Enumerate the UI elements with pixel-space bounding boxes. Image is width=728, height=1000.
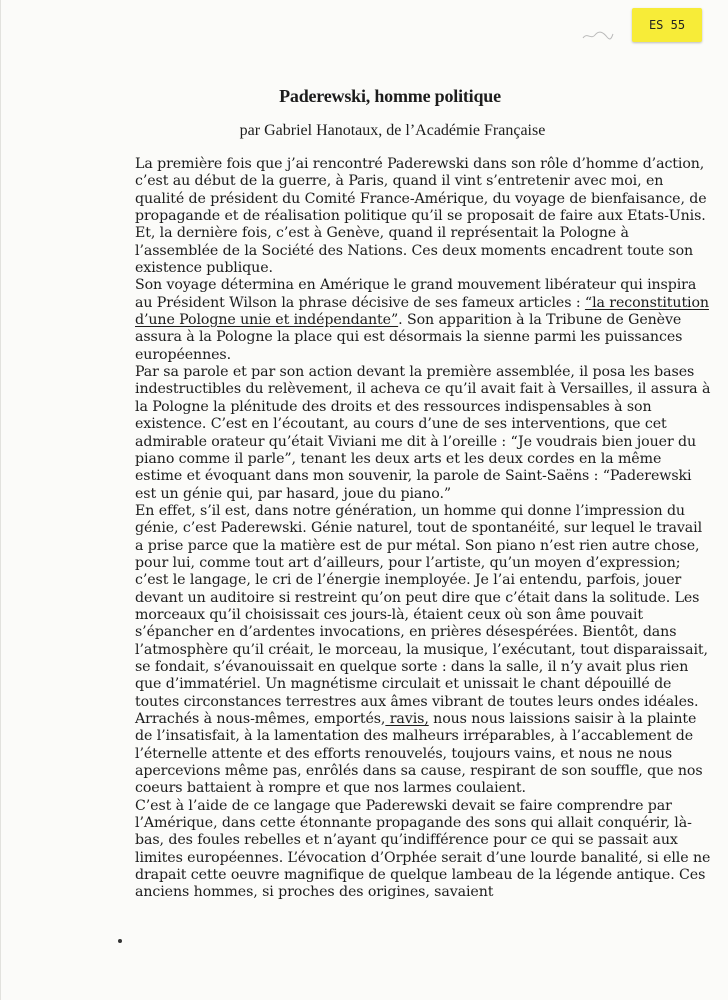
- sticky-note-label: ES 55: [648, 18, 686, 32]
- paragraph: En effet, s’il est, dans notre génération, un homme qui donne l’impression du génie, c’est Paderewski. Génie naturel, tout de spontanéité, sur lequel le travail a prise parce que la matière est de pur métal. Son piano n’est rien autre chose, pour lui, comme tout art d’ailleurs, pour l’artiste, qu’un moyen d’expression; c’est le langage, le cri de l’énergie inemployée. Je l’ai entendu, parfois, jouer devant un auditoire si restreint qu’on peut dire que c’était dans la solitude. Les morceaux qu’il choisissait ces jours-là, étaient ceux où son âme pouvait s’épancher en d’ardentes invocations, en prières désespérées. Bientôt, dans l’atmosphère qu’il créait, le morceau, la musique, l’exécutant, tout disparaissait, se fondait, s’évanouissait en quelque sorte : dans la salle, il n’y avait plus rien que d’immatériel. Un magnétisme circulait et unissait le chant dépouillé de toutes circonstances terrestres aux âmes vibrant de toutes leurs ondes idéales. Arrachés à nous-mêmes, emportés, ravis, nous nous laissions saisir à la plainte de l’insatisfait, à la lamentation des malheurs irréparables, à l’accablement de l’éternelle attente et des efforts renouvelés, toujours vains, et nous ne nous apercevions même pas, enrôlés dans sa cause, respirant de son souffle, que nos coeurs battaient à rompre et que nos larmes coulaient.: [135, 502, 708, 797]
- byline: par Gabriel Hanotaux, de l’Académie Française: [239, 122, 546, 139]
- page-title: Paderewski, homme politique: [279, 86, 501, 106]
- underlined-word: ravis,: [385, 711, 429, 727]
- article-body: [135, 156, 711, 902]
- ink-dot: [118, 939, 122, 943]
- paragraph: Son voyage détermina en Amérique le grand mouvement libérateur qui inspira au Président Wilson la phrase décisive de ses fameux articles : “la reconstitution d’une Pologne unie et indépendante”. Son apparition à la Tribune de Genève assura à la Pologne la place qui est désormais la sienne parmi les puissances européennes.: [135, 277, 709, 363]
- paragraph: Par sa parole et par son action devant la première assemblée, il posa les bases indestructibles du relèvement, il acheva ce qu’il avait fait à Versailles, il assura à la Pologne la plénitude des droits et des ressources indispensables à son existence. C’est en l’écoutant, au cours d’une de ses interventions, que cet admirable orateur qu’était Viviani me dit à l’oreille : “Je voudrais bien jouer du piano comme il parle”, tenant les deux arts et les deux cordes en la même estime et évoquant dans mon souvenir, la parole de Saint-Saëns : “Paderewski est un génie qui, par hasard, joue du piano.”: [135, 364, 711, 502]
- paragraph: C’est à l’aide de ce langage que Paderewski devait se faire comprendre par l’Amérique, dans cette étonnante propagande des sons qui allait conquérir, là-bas, des foules rebelles et n’ayant qu’indifférence pour ce qui se passait aux limites européennes. L’évocation d’Orphée serait d’une lourde banalité, si elle ne drapait cette oeuvre magnifique de quelque lambeau de la légende antique. Ces anciens hommes, si proches des origines, savaient: [135, 797, 711, 901]
- sticky-note: [632, 8, 702, 42]
- underlined-quote: “la reconstitution d’une Pologne unie et indépendante”: [135, 294, 709, 329]
- pencil-mark: [581, 28, 615, 44]
- paragraph: La première fois que j’ai rencontré Paderewski dans son rôle d’homme d’action, c’est au début de la guerre, à Paris, quand il vint s’entretenir avec moi, en qualité de président du Comité France-Amérique, du voyage de bienfaisance, de propagande et de réalisation politique qu’il se proposait de faire aux Etats-Unis. Et, la dernière fois, c’est à Genève, quand il représentait la Pologne à l’assemblée de la Société des Nations. Ces deux moments encadrent toute son existence publique.: [135, 156, 707, 277]
